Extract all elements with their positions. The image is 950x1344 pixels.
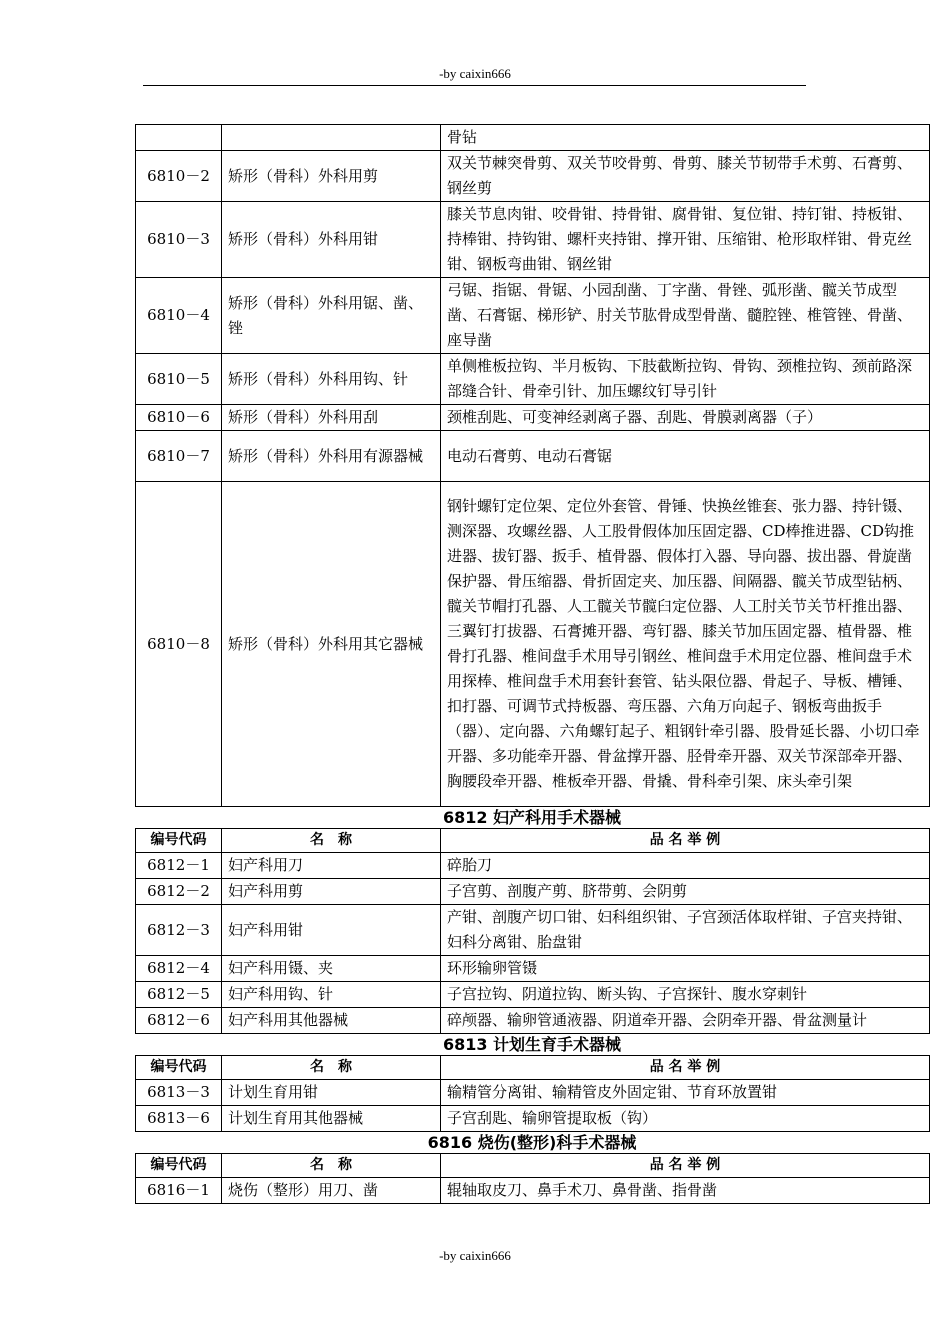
header-row	[136, 1154, 930, 1178]
document-body	[135, 124, 929, 1204]
header-rule	[143, 85, 806, 86]
code-cell: 6810－3	[136, 202, 222, 278]
section-title-6813: 6813 计划生育手术器械	[442, 1035, 622, 1054]
code-cell: 6810－8	[136, 482, 222, 807]
name-cell: 妇产科用其他器械	[222, 1008, 441, 1034]
examples-cell: 弓锯、指锯、骨锯、小园刮凿、丁字凿、骨锉、弧形凿、髋关节成型凿、石膏锯、梯形铲、肘关节肱骨成型骨凿、髓腔锉、椎管锉、骨凿、座导凿	[441, 278, 930, 354]
name-header: 名 称	[222, 829, 441, 853]
table-row	[136, 982, 930, 1008]
table-row	[136, 125, 930, 151]
examples-cell: 子宫剪、剖腹产剪、脐带剪、会阴剪	[441, 879, 930, 905]
table-row	[136, 1008, 930, 1034]
name-cell	[222, 125, 441, 151]
table-row	[136, 1080, 930, 1106]
table-row	[136, 202, 930, 278]
table-row	[136, 853, 930, 879]
table-6813	[135, 1055, 930, 1132]
code-header: 编号代码	[136, 1154, 222, 1178]
examples-cell: 膝关节息肉钳、咬骨钳、持骨钳、腐骨钳、复位钳、持钉钳、持板钳、持棒钳、持钩钳、螺杆夹持钳、撑开钳、压缩钳、枪形取样钳、骨克丝钳、钢板弯曲钳、钢丝钳	[441, 202, 930, 278]
examples-cell: 输精管分离钳、输精管皮外固定钳、节育环放置钳	[441, 1080, 930, 1106]
name-cell: 妇产科用剪	[222, 879, 441, 905]
code-cell	[136, 125, 222, 151]
code-cell: 6813－3	[136, 1080, 222, 1106]
name-cell: 计划生育用钳	[222, 1080, 441, 1106]
table-row	[136, 151, 930, 202]
table-row	[136, 905, 930, 956]
table-row	[136, 354, 930, 405]
examples-cell: 子宫刮匙、输卵管提取板（钩）	[441, 1106, 930, 1132]
examples-header: 品 名 举 例	[441, 1154, 930, 1178]
section-title-6816: 6816 烧伤(整形)科手术器械	[427, 1133, 637, 1152]
page-footer: -by caixin666	[439, 1248, 511, 1263]
examples-cell: 碎颅器、输卵管通液器、阴道牵开器、会阴牵开器、骨盆测量计	[441, 1008, 930, 1034]
name-cell: 烧伤（整形）用刀、凿	[222, 1178, 441, 1204]
name-cell: 计划生育用其他器械	[222, 1106, 441, 1132]
code-cell: 6810－5	[136, 354, 222, 405]
name-cell: 矫形（骨科）外科用刮	[222, 405, 441, 431]
examples-cell: 双关节棘突骨剪、双关节咬骨剪、骨剪、膝关节韧带手术剪、石膏剪、钢丝剪	[441, 151, 930, 202]
table-row	[136, 482, 930, 807]
code-header: 编号代码	[136, 1056, 222, 1080]
name-cell: 矫形（骨科）外科用锯、凿、锉	[222, 278, 441, 354]
page-header: -by caixin666	[439, 66, 511, 81]
name-cell: 妇产科用钳	[222, 905, 441, 956]
table-row	[136, 278, 930, 354]
examples-cell: 骨钻	[441, 125, 930, 151]
code-cell: 6813－6	[136, 1106, 222, 1132]
name-cell: 矫形（骨科）外科用剪	[222, 151, 441, 202]
table-row	[136, 1106, 930, 1132]
code-cell: 6812－1	[136, 853, 222, 879]
table-6810-continued	[135, 124, 930, 807]
code-cell: 6812－5	[136, 982, 222, 1008]
examples-cell: 颈椎刮匙、可变神经剥离子器、刮匙、骨膜剥离器（子）	[441, 405, 930, 431]
examples-cell: 环形输卵管镊	[441, 956, 930, 982]
code-cell: 6812－4	[136, 956, 222, 982]
code-cell: 6810－6	[136, 405, 222, 431]
table-row	[136, 431, 930, 482]
code-cell: 6816－1	[136, 1178, 222, 1204]
table-row	[136, 1178, 930, 1204]
name-header: 名 称	[222, 1154, 441, 1178]
examples-cell: 电动石膏剪、电动石膏锯	[441, 431, 930, 482]
examples-header: 品 名 举 例	[441, 1056, 930, 1080]
examples-cell: 单侧椎板拉钩、半月板钩、下肢截断拉钩、骨钩、颈椎拉钩、颈前路深部缝合针、骨牵引针、加压螺纹钉导引针	[441, 354, 930, 405]
table-row	[136, 879, 930, 905]
table-6812	[135, 828, 930, 1034]
examples-cell: 辊轴取皮刀、鼻手术刀、鼻骨凿、指骨凿	[441, 1178, 930, 1204]
code-cell: 6812－3	[136, 905, 222, 956]
name-cell: 矫形（骨科）外科用其它器械	[222, 482, 441, 807]
code-cell: 6810－4	[136, 278, 222, 354]
name-cell: 矫形（骨科）外科用钩、针	[222, 354, 441, 405]
section-title-6812: 6812 妇产科用手术器械	[442, 808, 622, 827]
header-row	[136, 1056, 930, 1080]
code-cell: 6810－2	[136, 151, 222, 202]
name-cell: 妇产科用镊、夹	[222, 956, 441, 982]
examples-cell: 产钳、剖腹产切口钳、妇科组织钳、子宫颈活体取样钳、子宫夹持钳、妇科分离钳、胎盘钳	[441, 905, 930, 956]
code-cell: 6812－6	[136, 1008, 222, 1034]
examples-cell: 碎胎刀	[441, 853, 930, 879]
code-header: 编号代码	[136, 829, 222, 853]
name-header: 名 称	[222, 1056, 441, 1080]
examples-cell: 钢针螺钉定位架、定位外套管、骨锤、快换丝锥套、张力器、持针镊、测深器、攻螺丝器、人工股骨假体加压固定器、CD棒推进器、CD钩推进器、拔钉器、扳手、植骨器、假体打入器、导向器、拔出器、骨旋凿保护器、骨压缩器、骨折固定夹、加压器、间隔器、髋关节成型钻柄、髋关节帽打孔器、人工髋关节髋臼定位器、人工肘关节关节杆推出器、三翼钉打拔器、石膏摊开器、弯钉器、膝关节加压固定器、植骨器、椎骨打孔器、椎间盘手术用导引钢丝、椎间盘手术用定位器、椎间盘手术用探棒、椎间盘手术用套针套管、钻头限位器、骨起子、导板、槽锤、扣打器、可调节式持板器、弯压器、六角万向起子、钢板弯曲扳手（器）、定向器、六角螺钉起子、粗钢针牵引器、股骨延长器、小切口牵开器、多功能牵开器、骨盆撑开器、胫骨牵开器、双关节深部牵开器、胸腰段牵开器、椎板牵开器、骨撬、骨科牵引架、床头牵引架	[441, 482, 930, 807]
code-cell: 6810－7	[136, 431, 222, 482]
name-cell: 妇产科用刀	[222, 853, 441, 879]
name-cell: 矫形（骨科）外科用有源器械	[222, 431, 441, 482]
table-row	[136, 956, 930, 982]
examples-header: 品 名 举 例	[441, 829, 930, 853]
header-row	[136, 829, 930, 853]
code-cell: 6812－2	[136, 879, 222, 905]
name-cell: 妇产科用钩、针	[222, 982, 441, 1008]
table-row	[136, 405, 930, 431]
examples-cell: 子宫拉钩、阴道拉钩、断头钩、子宫探针、腹水穿刺针	[441, 982, 930, 1008]
table-6816	[135, 1153, 930, 1204]
name-cell: 矫形（骨科）外科用钳	[222, 202, 441, 278]
